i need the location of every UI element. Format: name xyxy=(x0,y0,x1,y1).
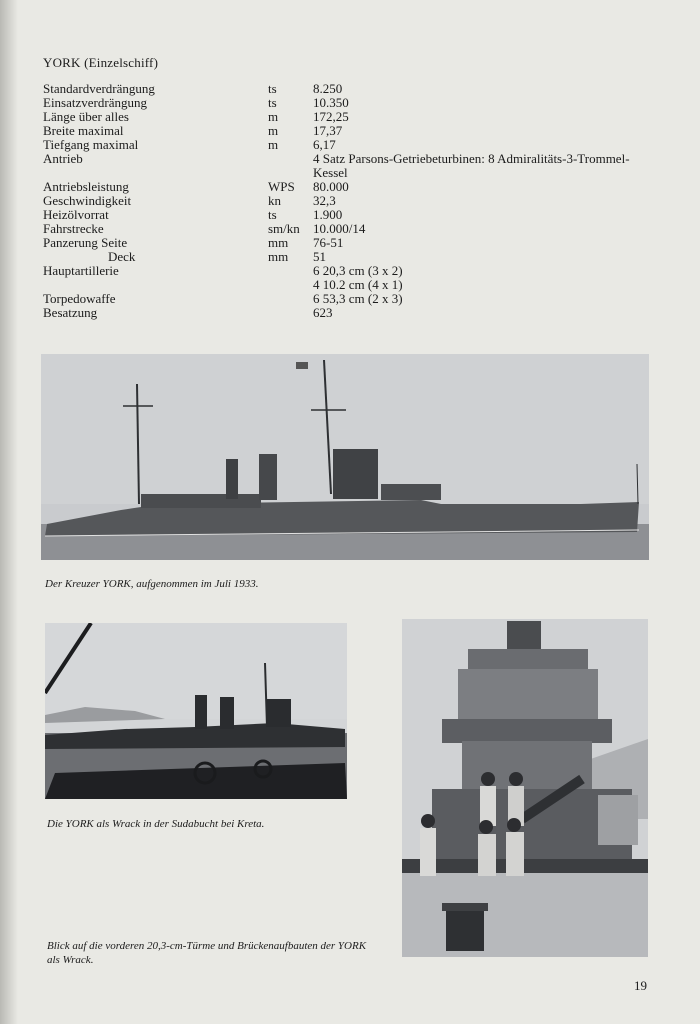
spec-label: Panzerung Seite xyxy=(43,235,128,250)
spec-row xyxy=(43,208,643,222)
spec-value: 1.900 xyxy=(313,207,343,222)
spec-label: Besatzung xyxy=(43,305,98,320)
spec-row xyxy=(43,264,643,278)
spec-value: 6 53,3 cm (2 x 3) xyxy=(313,291,403,306)
spec-unit: kn xyxy=(268,193,281,208)
spec-unit: ts xyxy=(268,81,277,96)
spec-row xyxy=(43,278,643,292)
ship-heading: YORK (Einzelschiff) xyxy=(43,55,159,70)
spec-value: 17,37 xyxy=(313,123,343,138)
spec-row xyxy=(43,236,643,250)
spec-row xyxy=(43,180,643,194)
spec-label: Hauptartillerie xyxy=(43,263,119,278)
spec-value: 80.000 xyxy=(313,179,349,194)
spec-row xyxy=(43,152,643,180)
spec-value: 4 Satz Parsons-Getriebeturbinen: 8 Admiralitäts-3-Trommel-Kessel xyxy=(313,151,630,180)
spec-row xyxy=(43,250,643,264)
spec-table xyxy=(43,82,643,320)
spec-value: 8.250 xyxy=(313,81,343,96)
turrets-photo xyxy=(402,619,648,957)
spec-label: Tiefgang maximal xyxy=(43,137,139,152)
spec-value: 76-51 xyxy=(313,235,344,250)
spec-row xyxy=(43,222,643,236)
turrets-illustration xyxy=(402,619,648,957)
spec-unit: WPS xyxy=(268,179,295,194)
wreck-bay-illustration xyxy=(45,623,347,799)
spec-label: Fahrstrecke xyxy=(43,221,104,236)
cruiser-photo xyxy=(41,354,649,560)
spec-value: 172,25 xyxy=(313,109,349,124)
spec-row xyxy=(43,96,643,110)
spec-row xyxy=(43,306,643,320)
spec-label: Geschwindigkeit xyxy=(43,193,132,208)
spec-unit: ts xyxy=(268,95,277,110)
spec-row xyxy=(43,138,643,152)
spec-label: Standardverdrängung xyxy=(43,81,155,96)
spec-value: 10.350 xyxy=(313,95,349,110)
page-number: 19 xyxy=(634,978,647,993)
spec-value: 4 10.2 cm (4 x 1) xyxy=(313,277,403,292)
spec-label: Torpedowaffe xyxy=(43,291,116,306)
wreck-bay-photo xyxy=(45,623,347,799)
spec-label: Antrieb xyxy=(43,151,83,166)
spec-unit: ts xyxy=(268,207,277,222)
spec-label: Länge über alles xyxy=(43,109,129,124)
spec-row xyxy=(43,110,643,124)
spec-row xyxy=(43,124,643,138)
spec-value: 623 xyxy=(313,305,333,320)
wreck-bay-caption: Die YORK als Wrack in der Sudabucht bei Kreta. xyxy=(47,818,265,830)
spec-row xyxy=(43,292,643,306)
spec-unit: m xyxy=(268,109,279,124)
spec-value: 10.000/14 xyxy=(313,221,366,236)
turrets-caption: Blick auf die vorderen 20,3-cm-Türme und Brückenaufbauten der YORK als Wrack. xyxy=(47,940,367,966)
page-binding-shadow xyxy=(0,0,18,1024)
cruiser-caption: Der Kreuzer YORK, aufgenommen im Juli 1933. xyxy=(45,578,259,590)
spec-value: 32,3 xyxy=(313,193,336,208)
spec-label: Heizölvorrat xyxy=(43,207,109,222)
spec-label: Antriebsleistung xyxy=(43,179,129,194)
spec-value: 51 xyxy=(313,249,326,264)
spec-row xyxy=(43,194,643,208)
spec-label: Einsatzverdrängung xyxy=(43,95,147,110)
spec-unit: mm xyxy=(268,235,289,250)
spec-unit: m xyxy=(268,123,279,138)
spec-value: 6 20,3 cm (3 x 2) xyxy=(313,263,403,278)
spec-value: 6,17 xyxy=(313,137,336,152)
spec-label: Breite maximal xyxy=(43,123,124,138)
spec-unit: mm xyxy=(268,249,289,264)
spec-row xyxy=(43,82,643,96)
spec-unit: sm/kn xyxy=(268,221,300,236)
spec-unit: m xyxy=(268,137,279,152)
cruiser-illustration xyxy=(41,354,649,560)
spec-label: Deck xyxy=(108,249,136,264)
